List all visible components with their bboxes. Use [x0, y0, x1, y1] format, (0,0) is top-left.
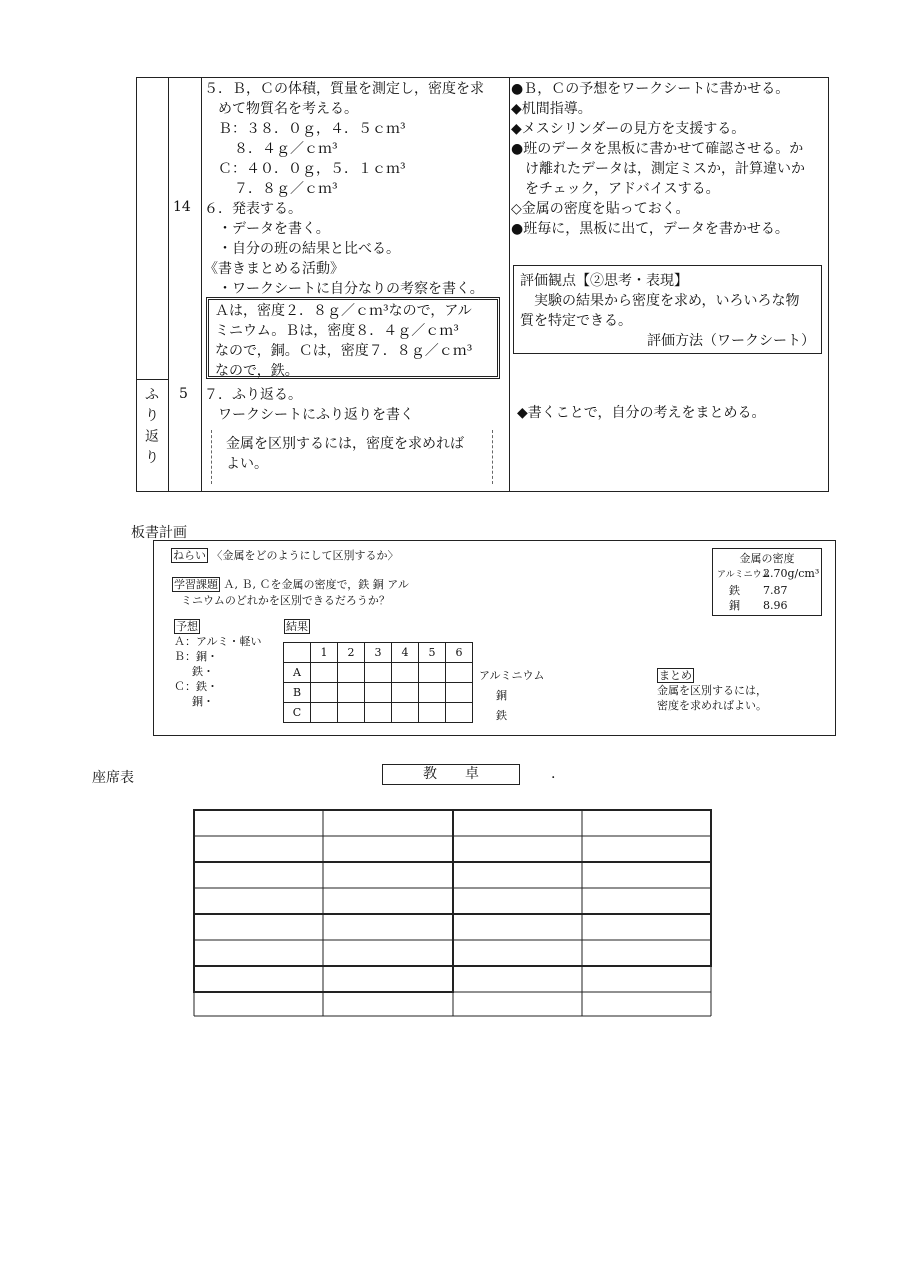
summary-line: 密度を求めればよい。 [657, 699, 767, 712]
support-line: ●班毎に，黒板に出て，データを書かせる。 [511, 221, 789, 237]
forecast-line: Ａ：アルミ・軽い [174, 635, 262, 648]
stage-char: 返 [145, 429, 159, 445]
result-row-header: C [284, 703, 311, 723]
col-divider [509, 78, 510, 491]
row-divider [137, 379, 168, 380]
result-cell [419, 703, 446, 723]
col-divider [201, 78, 202, 491]
activity-line: めて物質名を考える。 [218, 101, 358, 117]
density-row [717, 583, 817, 598]
result-cell [446, 703, 473, 723]
evaluation-line: 実験の結果から密度を求め，いろいろな物 [534, 293, 800, 309]
result-row-header: B [284, 683, 311, 703]
result-cell [311, 683, 338, 703]
answer-line: Ａは，密度２．８ｇ／ｃｍ³なので，アル [215, 303, 472, 319]
metal-name: 鉄 [496, 709, 507, 722]
support-line: け離れたデータは，測定ミスか，計算違いか [525, 161, 805, 177]
support-line: ●班のデータを黒板に書かせて確認させる。か [511, 141, 804, 157]
summary [657, 668, 767, 713]
result-cell [365, 703, 392, 723]
time-14: 14 [173, 199, 191, 215]
density-title: 金属の密度 [739, 552, 795, 565]
density-metal: 銅 [729, 599, 740, 612]
result-cell [446, 683, 473, 703]
measurement-c: Ｃ：４０．０ｇ，５．１ｃｍ³ [218, 161, 406, 177]
density-value: 8.96 [763, 599, 788, 612]
result-cell [311, 703, 338, 723]
evaluation-line: 質を特定できる。 [520, 313, 632, 329]
density-metal: アルミニウム [717, 570, 771, 580]
result-corner [284, 643, 311, 663]
density-value: 2.70g/cm³ [763, 567, 820, 580]
result-cell [338, 703, 365, 723]
aim [171, 548, 399, 563]
density-row [717, 598, 817, 613]
support-line: ◆メスシリンダーの見方を支援する。 [511, 121, 746, 137]
result-cell [311, 663, 338, 683]
support-line: ●Ｂ，Ｃの予想をワークシートに書かせる。 [511, 81, 790, 97]
seating-grid [190, 806, 716, 1020]
metal-name: アルミニウム [479, 669, 545, 682]
stage-label-reflection [143, 385, 161, 469]
metal-name: 銅 [496, 689, 507, 702]
result-cell [338, 683, 365, 703]
reflection-support: ◆書くことで，自分の考えをまとめる。 [517, 405, 766, 421]
aim-text: 〈金属をどのようにして区別するか〉 [211, 549, 399, 562]
density-c: ７．８ｇ／ｃｍ³ [234, 181, 338, 197]
measurement-b: Ｂ：３８．０ｇ，４．５ｃｍ³ [218, 121, 406, 137]
teacher-support [511, 79, 829, 239]
result-label-wrap [284, 619, 310, 634]
result-cell [392, 703, 419, 723]
forecast-line: Ｂ：銅・ [174, 650, 218, 663]
task-label: 学習課題 [174, 578, 218, 591]
activity-line: ５．Ｂ，Ｃの体積，質量を測定し，密度を求 [204, 81, 484, 97]
seating-title: 座席表 [92, 770, 134, 786]
support-line: ◇金属の密度を貼っておく。 [511, 201, 690, 217]
result-col-header: 1 [311, 643, 338, 663]
stage-char: り [145, 450, 159, 466]
summary-line: 金属を区別するには， [657, 684, 767, 697]
writing-heading: 《書きまとめる活動》 [204, 261, 344, 277]
support-line: ◆机間指導。 [511, 101, 592, 117]
answer-line: なので，鉄。 [215, 363, 299, 379]
col-divider [168, 78, 169, 491]
forecast-label: 予想 [176, 620, 198, 633]
activity-line: ７．ふり返る。 [204, 387, 302, 403]
result-col-header: 4 [392, 643, 419, 663]
board-plan-title: 板書計画 [131, 525, 187, 541]
reflection-activities [204, 385, 414, 425]
reflection-box [211, 430, 493, 484]
aim-label: ねらい [173, 549, 206, 562]
result-cell [446, 663, 473, 683]
metal-list [479, 666, 544, 726]
density-box [712, 548, 822, 616]
forecast-line: 銅・ [192, 695, 214, 708]
reflection-line: 金属を区別するには，密度を求めれば [226, 436, 464, 452]
reflection-line: よい。 [226, 456, 268, 472]
result-cell [419, 683, 446, 703]
result-cell [392, 663, 419, 683]
summary-label: まとめ [659, 669, 692, 682]
task [172, 577, 409, 592]
period-mark: . [551, 766, 556, 782]
result-col-header: 6 [446, 643, 473, 663]
presentation-heading: ６．発表する。 [204, 201, 302, 217]
task-line-2: ミニウムのどれかを区別できるだろうか？ [181, 594, 390, 607]
activity-line: ワークシートにふり返りを書く [218, 407, 414, 423]
result-cell [392, 683, 419, 703]
density-row [717, 566, 820, 583]
result-cell [365, 663, 392, 683]
result-col-header: 2 [338, 643, 365, 663]
learning-activities [204, 79, 509, 299]
result-row-header: A [284, 663, 311, 683]
result-cell [338, 663, 365, 683]
answer-line: なので，銅。Ｃは，密度７．８ｇ／ｃｍ³ [215, 343, 473, 359]
answer-line: ミニウム。Ｂは，密度８．４ｇ／ｃｍ³ [215, 323, 459, 339]
task-line: Ａ, Ｂ, Ｃを金属の密度で，鉄 銅 アル [223, 578, 409, 591]
stage-char: り [145, 408, 159, 424]
evaluation-title: 評価観点【②思考・表現】 [520, 273, 688, 289]
result-cell [365, 683, 392, 703]
presentation-item: ・自分の班の結果と比べる。 [218, 241, 400, 257]
podium: 教 卓 [382, 764, 520, 785]
forecast [174, 619, 262, 709]
presentation-item: ・データを書く。 [218, 221, 330, 237]
model-answer-box [206, 297, 500, 379]
evaluation-method: 評価方法（ワークシート） [647, 333, 815, 349]
stage-char: ふ [145, 387, 159, 403]
density-value: 7.87 [763, 584, 788, 597]
forecast-line: Ｃ：鉄・ [174, 680, 218, 693]
result-cell [419, 663, 446, 683]
time-5: 5 [179, 386, 188, 402]
density-metal: 鉄 [729, 584, 740, 597]
result-col-header: 5 [419, 643, 446, 663]
forecast-line: 鉄・ [192, 665, 214, 678]
result-col-header: 3 [365, 643, 392, 663]
seat-lines [194, 810, 711, 1016]
support-line: をチェック，アドバイスする。 [525, 181, 720, 197]
result-label: 結果 [286, 620, 308, 633]
result-grid [283, 642, 473, 723]
evaluation-box [513, 265, 822, 354]
density-b: ８．４ｇ／ｃｍ³ [234, 141, 338, 157]
writing-item: ・ワークシートに自分なりの考察を書く。 [218, 281, 484, 297]
